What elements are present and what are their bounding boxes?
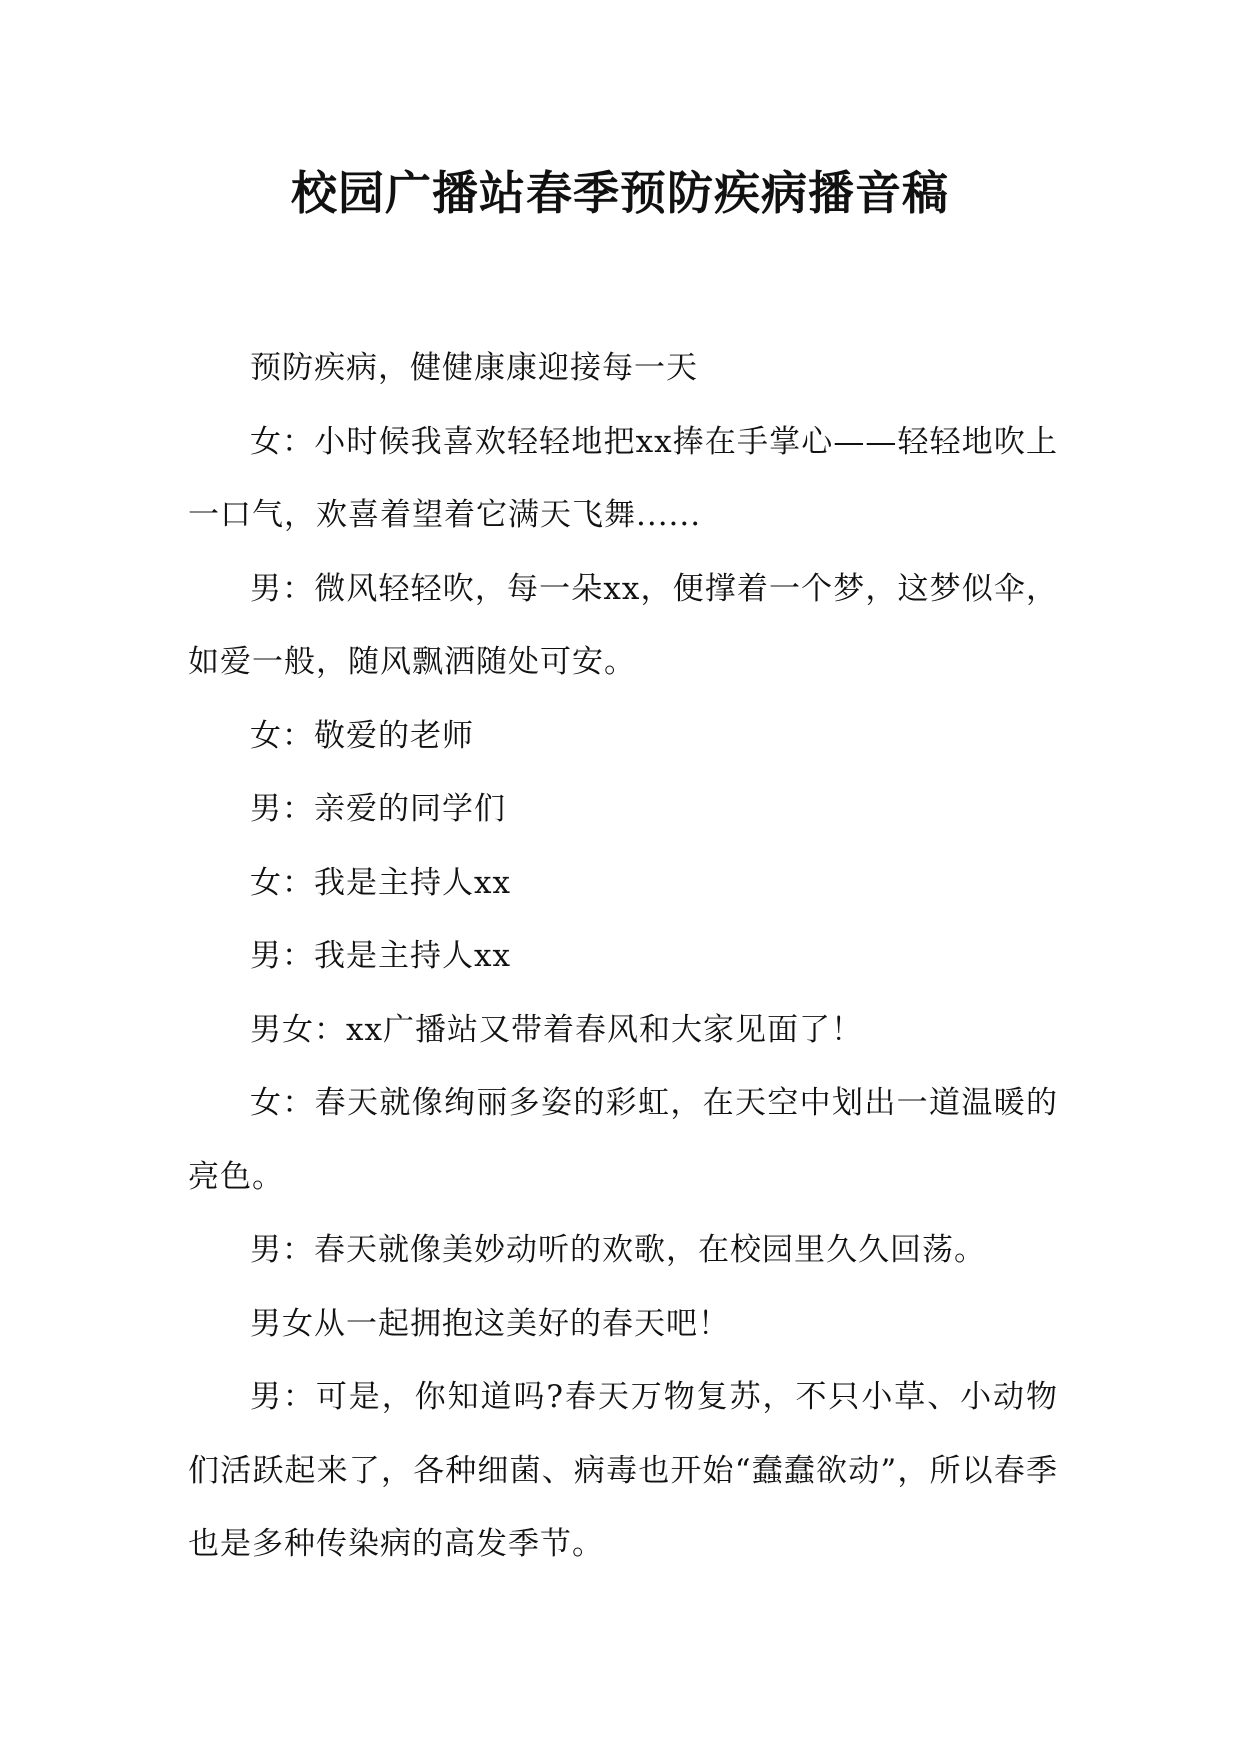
paragraph: 预防疾病，健健康康迎接每一天 (250, 350, 698, 386)
document-body (188, 332, 1058, 1582)
paragraph: 男女：xx广播站又带着春风和大家见面了！ (250, 1011, 863, 1048)
paragraph: 男女从一起拥抱这美好的春天吧！ (250, 1305, 730, 1342)
paragraph: 女：春天就像绚丽多姿的彩虹，在天空中划出一道温暖的亮色。 (188, 1085, 1058, 1195)
document-title: 校园广播站春季预防疾病播音稿 (291, 166, 949, 220)
paragraph: 女：我是主持人xx (250, 864, 511, 901)
paragraph: 女：小时候我喜欢轻轻地把xx捧在手掌心——轻轻地吹上一口气，欢喜着望着它满天飞舞...... (188, 423, 1058, 533)
paragraph: 女：敬爱的老师 (250, 717, 474, 754)
paragraph: 男：春天就像美妙动听的欢歌，在校园里久久回荡。 (250, 1232, 986, 1268)
paragraph: 男：我是主持人xx (250, 938, 511, 974)
paragraph: 男：可是，你知道吗?春天万物复苏，不只小草、小动物们活跃起来了，各种细菌、病毒也开始“蠢蠢欲动”，所以春季也是多种传染病的高发季节。 (188, 1379, 1058, 1562)
paragraph: 男：亲爱的同学们 (250, 791, 506, 827)
paragraph: 男：微风轻轻吹，每一朵xx，便撑着一个梦，这梦似伞，如爱一般，随风飘洒随处可安。 (188, 570, 1058, 680)
